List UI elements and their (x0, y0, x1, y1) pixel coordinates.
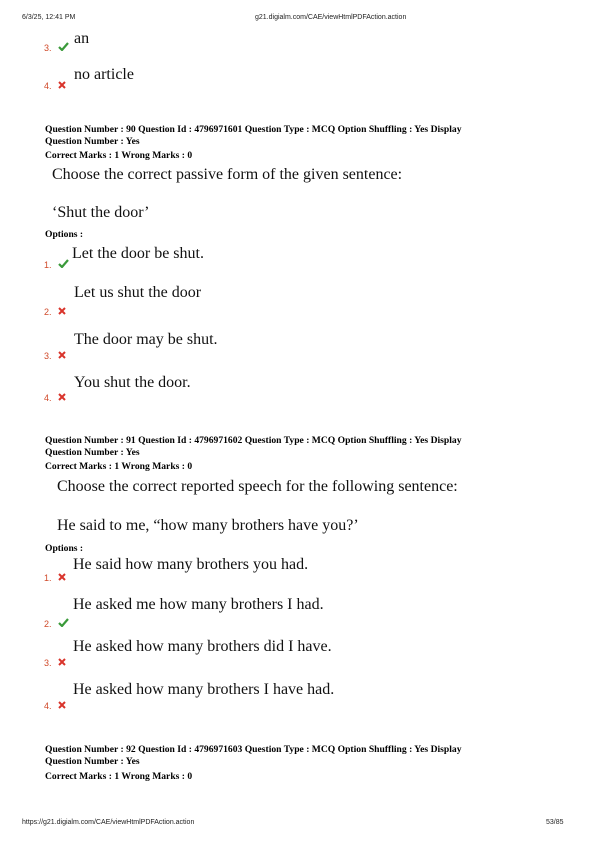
option-number: 1. (44, 260, 52, 270)
option-text: He said how many brothers you had. (73, 556, 309, 573)
question-text: Choose the correct passive form of the given sentence: (52, 166, 403, 183)
option-text: He asked how many brothers I have had. (73, 681, 335, 698)
options-label: Options : (45, 543, 84, 554)
option-number: 3. (44, 351, 52, 361)
question-meta: Question Number : 92 Question Id : 4796971603 Question Type : MCQ Option Shuffling : Yes Display (45, 744, 462, 755)
check-icon (58, 614, 69, 632)
option-text: He asked how many brothers did I have. (73, 638, 332, 655)
option-text: no article (74, 66, 134, 83)
option-text: Let the door be shut. (72, 245, 204, 262)
option-row (44, 346, 66, 364)
question-meta: Question Number : 91 Question Id : 4796971602 Question Type : MCQ Option Shuffling : Yes Display (45, 435, 462, 446)
footer-url: https://g21.digialm.com/CAE/viewHtmlPDFAction.action (22, 819, 195, 826)
cross-icon (58, 346, 66, 364)
option-number: 4. (44, 393, 52, 403)
check-icon (58, 38, 69, 56)
option-number: 3. (44, 658, 52, 668)
option-text: He asked me how many brothers I had. (73, 596, 324, 613)
header-datetime: 6/3/25, 12:41 PM (22, 14, 76, 21)
header-url: g21.digialm.com/CAE/viewHtmlPDFAction.action (255, 14, 407, 21)
question-meta-line2: Question Number : Yes (45, 447, 140, 458)
option-row (44, 255, 69, 273)
option-row (44, 38, 69, 56)
cross-icon (58, 653, 66, 671)
option-text: You shut the door. (74, 374, 191, 391)
option-text: an (74, 30, 90, 47)
question-marks: Correct Marks : 1 Wrong Marks : 0 (45, 461, 193, 472)
option-number: 1. (44, 573, 52, 583)
option-number: 2. (44, 619, 52, 629)
options-label: Options : (45, 229, 84, 240)
question-meta-line2: Question Number : Yes (45, 136, 140, 147)
question-meta: Question Number : 90 Question Id : 4796971601 Question Type : MCQ Option Shuffling : Yes Display (45, 124, 462, 135)
option-number: 4. (44, 81, 52, 91)
page-number: 53/85 (546, 819, 564, 826)
option-row (44, 302, 66, 320)
option-row (44, 696, 66, 714)
check-icon (58, 255, 69, 273)
cross-icon (58, 568, 66, 586)
option-row (44, 614, 69, 632)
option-row (44, 388, 66, 406)
question-marks: Correct Marks : 1 Wrong Marks : 0 (45, 150, 193, 161)
option-text: Let us shut the door (74, 284, 202, 301)
cross-icon (58, 696, 66, 714)
option-row (44, 653, 66, 671)
question-marks: Correct Marks : 1 Wrong Marks : 0 (45, 771, 193, 782)
option-row (44, 568, 66, 586)
option-number: 3. (44, 43, 52, 53)
cross-icon (58, 388, 66, 406)
question-text: Choose the correct reported speech for the following sentence: (57, 478, 458, 495)
option-number: 4. (44, 701, 52, 711)
option-row (44, 76, 66, 94)
cross-icon (58, 76, 66, 94)
question-sentence: ‘Shut the door’ (52, 204, 150, 221)
cross-icon (58, 302, 66, 320)
question-sentence: He said to me, “how many brothers have you?’ (57, 517, 359, 534)
option-text: The door may be shut. (74, 331, 218, 348)
question-meta-line2: Question Number : Yes (45, 756, 140, 767)
option-number: 2. (44, 307, 52, 317)
